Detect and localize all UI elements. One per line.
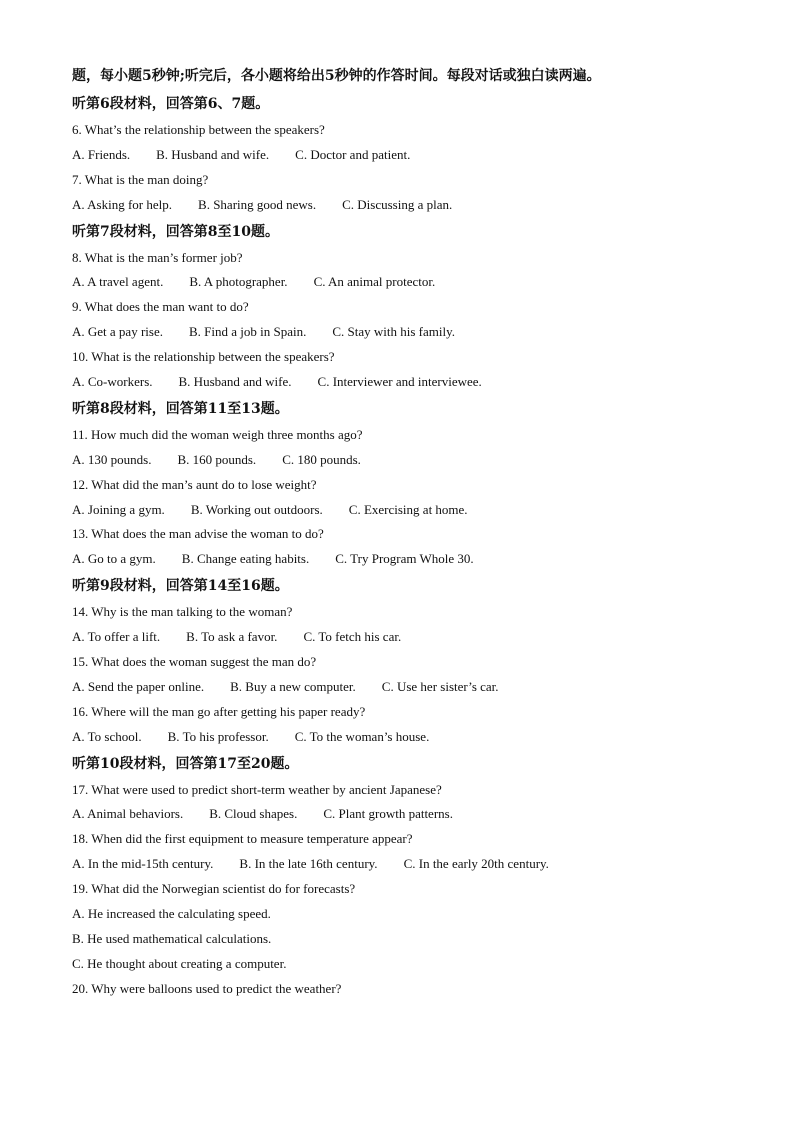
option-7a: A. Asking for help. xyxy=(72,196,173,212)
option-6a: A. Friends. xyxy=(72,146,131,162)
question-10: 10. What is the relationship between the speakers? xyxy=(72,349,335,365)
option-15b: B. Buy a new computer. xyxy=(230,678,356,694)
option-19b: B. He used mathematical calculations. xyxy=(72,930,272,946)
option-8a: A. A travel agent. xyxy=(72,274,164,290)
options-17 xyxy=(72,802,762,827)
option-15a: A. Send the paper online. xyxy=(72,678,205,694)
options-11 xyxy=(72,448,762,473)
question-13: 13. What does the man advise the woman to do? xyxy=(72,526,324,542)
question-17: 17. What were used to predict short-term weather by ancient Japanese? xyxy=(72,781,442,797)
option-6b: B. Husband and wife. xyxy=(156,146,270,162)
question-11: 11. How much did the woman weigh three months ago? xyxy=(72,426,363,442)
question-14: 14. Why is the man talking to the woman? xyxy=(72,604,293,620)
options-15 xyxy=(72,675,762,700)
question-18: 18. When did the first equipment to measure temperature appear? xyxy=(72,831,413,847)
section-heading-9: 听第9段材料，回答第14至16题。 xyxy=(72,578,289,595)
option-9a: A. Get a pay rise. xyxy=(72,324,163,340)
question-8: 8. What is the man’s former job? xyxy=(72,249,243,265)
option-14a: A. To offer a lift. xyxy=(72,629,161,645)
option-16b: B. To his professor. xyxy=(167,728,269,744)
section-heading-7: 听第7段材料，回答第8至10题。 xyxy=(72,223,279,240)
options-18 xyxy=(72,852,762,877)
options-6 xyxy=(72,143,762,168)
option-16c: C. To the woman’s house. xyxy=(294,728,430,744)
question-6: 6. What’s the relationship between the speakers? xyxy=(72,122,325,137)
options-8 xyxy=(72,270,762,295)
option-12b: B. Working out outdoors. xyxy=(190,501,323,517)
option-19c: C. He thought about creating a computer. xyxy=(72,955,287,971)
option-15c: C. Use her sister’s car. xyxy=(381,678,499,694)
option-19a: A. He increased the calculating speed. xyxy=(72,906,271,922)
option-17a: A. Animal behaviors. xyxy=(72,806,184,822)
option-13b: B. Change eating habits. xyxy=(181,551,310,567)
option-11b: B. 160 pounds. xyxy=(177,451,257,467)
question-12: 12. What did the man’s aunt do to lose weight? xyxy=(72,476,317,492)
option-9b: B. Find a job in Spain. xyxy=(188,324,307,340)
option-14b: B. To ask a favor. xyxy=(186,629,278,645)
options-10 xyxy=(72,370,762,395)
option-13c: C. Try Program Whole 30. xyxy=(335,551,474,567)
section-heading-8: 听第8段材料，回答第11至13题。 xyxy=(72,400,289,417)
option-18b: B. In the late 16th century. xyxy=(239,856,378,872)
option-17b: B. Cloud shapes. xyxy=(209,806,298,822)
option-9c: C. Stay with his family. xyxy=(332,324,455,340)
option-16a: A. To school. xyxy=(72,728,142,744)
option-14c: C. To fetch his car. xyxy=(303,629,402,645)
options-13 xyxy=(72,547,762,572)
question-15: 15. What does the woman suggest the man do? xyxy=(72,654,317,670)
options-14 xyxy=(72,625,762,650)
option-7c: C. Discussing a plan. xyxy=(342,196,453,212)
option-11a: A. 130 pounds. xyxy=(72,451,152,467)
option-6c: C. Doctor and patient. xyxy=(295,146,411,162)
option-10a: A. Co-workers. xyxy=(72,374,153,390)
options-16 xyxy=(72,725,762,750)
question-7: 7. What is the man doing? xyxy=(72,171,209,187)
question-9: 9. What does the man want to do? xyxy=(72,299,249,315)
option-18c: C. In the early 20th century. xyxy=(403,856,549,872)
option-13a: A. Go to a gym. xyxy=(72,551,156,567)
option-10c: C. Interviewer and interviewee. xyxy=(317,374,482,390)
options-7 xyxy=(72,193,762,218)
section-heading-10: 听第10段材料，回答第17至20题。 xyxy=(72,755,299,772)
option-12c: C. Exercising at home. xyxy=(348,501,468,517)
option-12a: A. Joining a gym. xyxy=(72,501,165,517)
option-18a: A. In the mid-15th century. xyxy=(72,856,214,872)
option-8b: B. A photographer. xyxy=(189,274,288,290)
intro-instruction: 题，每小题5秒钟;听完后，各小题将给出5秒钟的作答时间。每段对话或独白读两遍。 xyxy=(72,68,601,84)
option-7b: B. Sharing good news. xyxy=(198,196,317,212)
options-9 xyxy=(72,320,762,345)
document-page xyxy=(72,62,762,1002)
option-17c: C. Plant growth patterns. xyxy=(323,806,453,822)
section-heading-6: 听第6段材料，回答第6、7题。 xyxy=(72,96,270,112)
question-20: 20. Why were balloons used to predict the weather? xyxy=(72,980,342,996)
option-11c: C. 180 pounds. xyxy=(282,451,361,467)
question-16: 16. Where will the man go after getting his paper ready? xyxy=(72,703,366,719)
question-19: 19. What did the Norwegian scientist do for forecasts? xyxy=(72,881,356,897)
option-10b: B. Husband and wife. xyxy=(178,374,292,390)
options-12 xyxy=(72,498,762,523)
option-8c: C. An animal protector. xyxy=(313,274,436,290)
